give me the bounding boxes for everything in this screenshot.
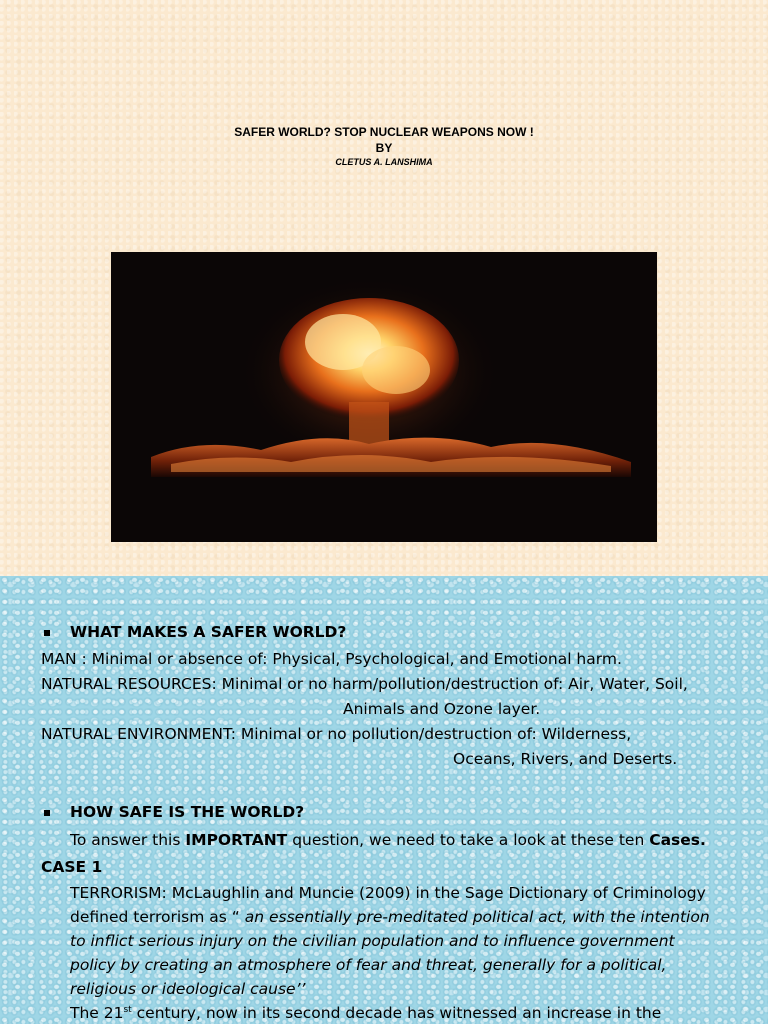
heading-safer-world: WHAT MAKES A SAFER WORLD? <box>70 623 347 641</box>
nuclear-explosion-photo <box>111 252 657 542</box>
century-text: The 21 <box>70 1004 124 1022</box>
man-definition: MAN : Minimal or absence of: Physical, Psychological, and Emotional harm. <box>41 650 622 668</box>
heading-how-safe: HOW SAFE IS THE WORLD? <box>70 803 305 821</box>
terrorism-line1: TERRORISM: McLaughlin and Muncie (2009) in the Sage Dictionary of Criminology <box>70 884 706 902</box>
answer-line <box>70 831 706 849</box>
content-slide <box>0 576 768 1024</box>
slide-title: SAFER WORLD? STOP NUCLEAR WEAPONS NOW ! <box>234 125 534 139</box>
answer-text-mid: question, we need to take a look at these ten <box>287 831 650 849</box>
case-1-heading: CASE 1 <box>41 858 103 876</box>
author-name: CLETUS A. LANSHIMA <box>335 157 433 167</box>
title-block <box>0 124 768 168</box>
terrorism-line3: to inflict serious injury on the civilian population and to influence government <box>70 932 675 950</box>
century-text-post: century, now in its second decade has witnessed an increase in the <box>131 1004 662 1022</box>
century-line <box>70 1004 661 1022</box>
terrorism-text: defined terrorism as “ <box>70 908 245 926</box>
natural-resources-line1: NATURAL RESOURCES: Minimal or no harm/pollution/destruction of: Air, Water, Soil, <box>41 675 688 693</box>
natural-environment-line2: Oceans, Rivers, and Deserts. <box>453 750 678 768</box>
bullet-icon <box>44 810 50 816</box>
important-word: IMPORTANT <box>185 831 288 849</box>
cases-word: Cases. <box>649 831 706 849</box>
bullet-icon <box>44 630 50 636</box>
by-label: BY <box>375 141 393 155</box>
terrorism-line5: religious or ideological cause’’ <box>70 980 306 998</box>
natural-resources-line2: Animals and Ozone layer. <box>343 700 541 718</box>
terrorism-line4: policy by creating an atmosphere of fear and threat, generally for a political, <box>70 956 667 974</box>
terrorism-line2 <box>70 908 710 926</box>
century-sup: st <box>123 1004 132 1015</box>
answer-text: To answer this <box>70 831 186 849</box>
natural-environment-line1: NATURAL ENVIRONMENT: Minimal or no pollution/destruction of: Wilderness, <box>41 725 632 743</box>
terrorism-quote: an essentially pre-meditated political act, with the intention <box>244 908 710 926</box>
